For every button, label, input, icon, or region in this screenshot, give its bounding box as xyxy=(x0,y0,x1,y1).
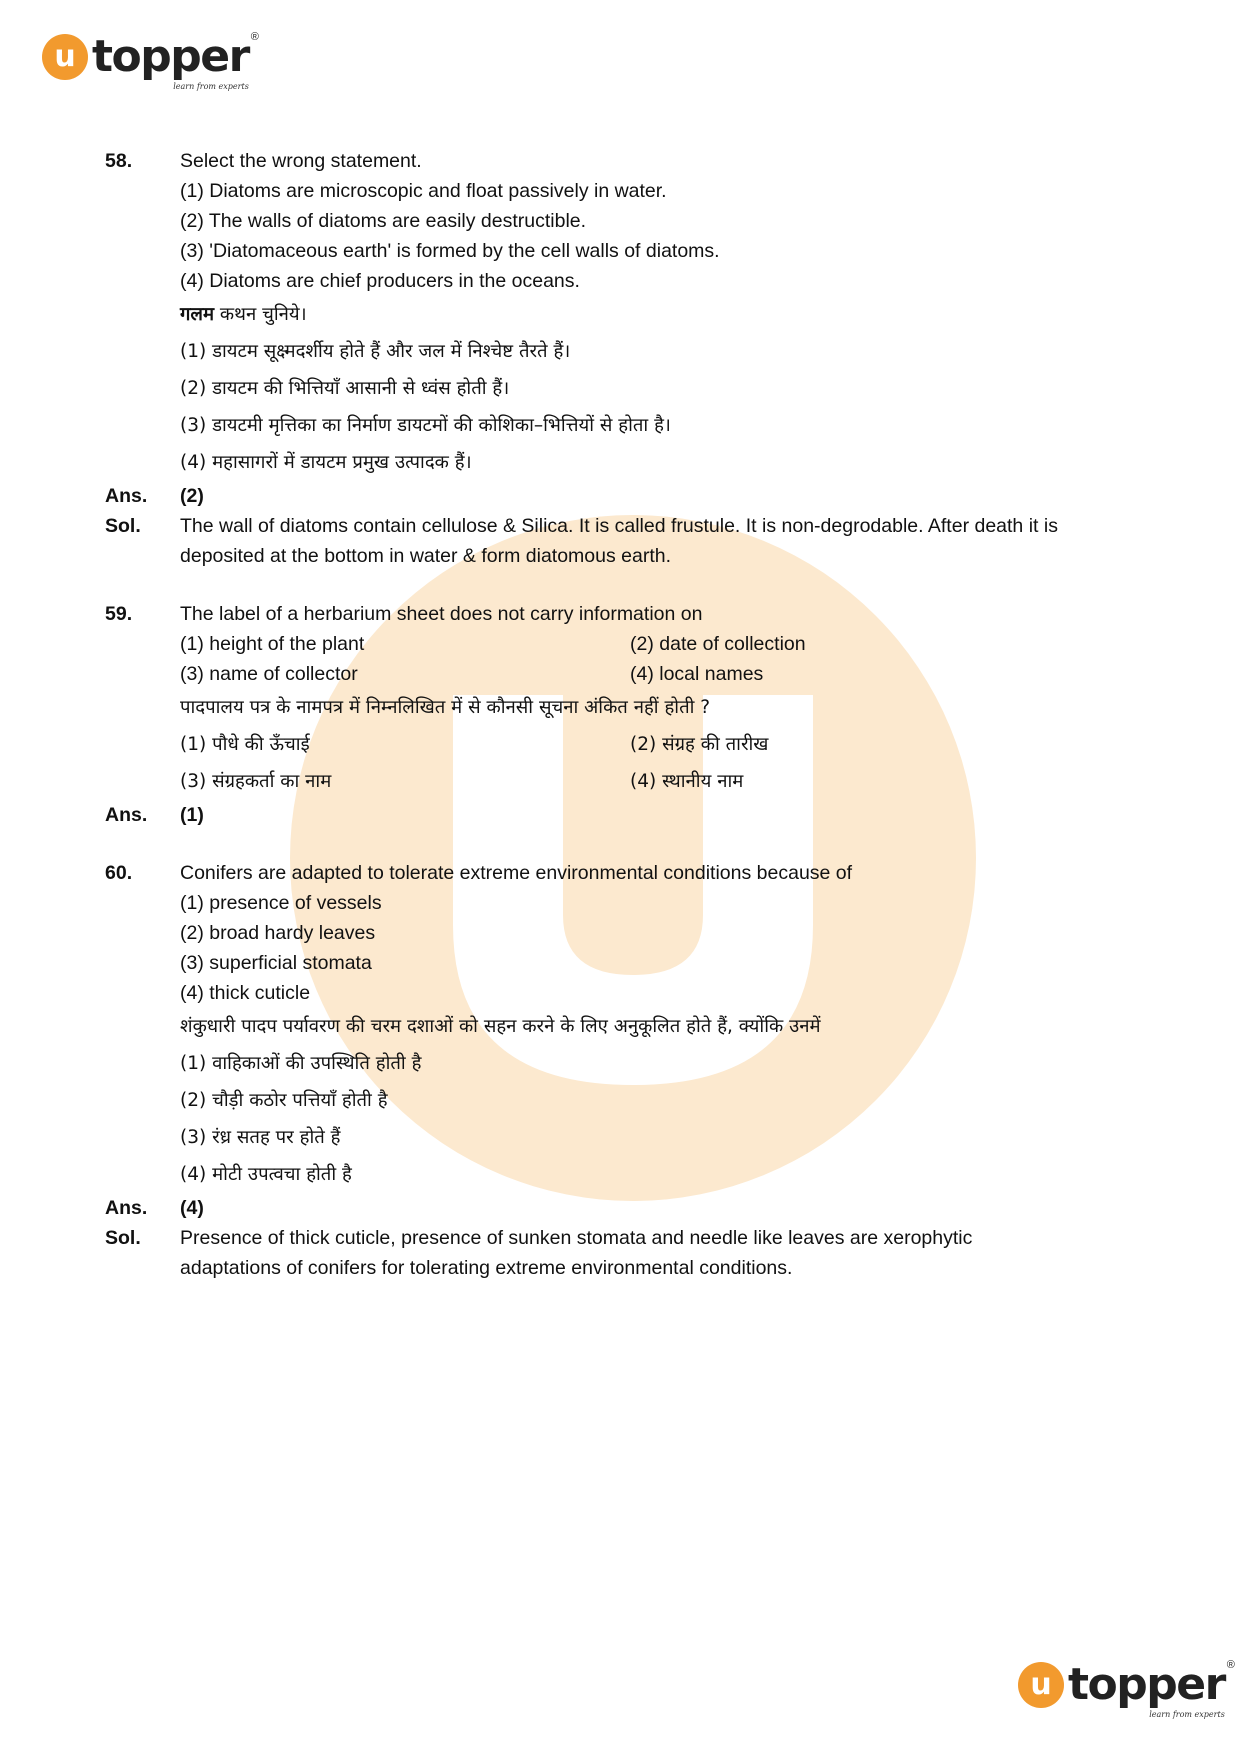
answer-label: Ans. xyxy=(105,485,148,507)
brand-tagline: learn from experts xyxy=(1149,1710,1225,1719)
question-number: 59. xyxy=(105,603,133,625)
option: (4) thick cuticle xyxy=(180,982,311,1004)
question-number: 60. xyxy=(105,862,133,884)
option: (1) Diatoms are microscopic and float passively in water. xyxy=(180,180,667,202)
answer-value: (1) xyxy=(180,804,204,826)
answer-value: (4) xyxy=(180,1197,204,1219)
u-logo-icon: u xyxy=(42,34,88,80)
brand-tagline: learn from experts xyxy=(173,82,249,91)
brand-name: topper xyxy=(1068,1659,1225,1710)
solution-line: The wall of diatoms contain cellulose & Silica. It is called frustule. It is non-degrodable. After death it is xyxy=(180,515,1058,537)
option: (2) date of collection xyxy=(630,633,806,655)
option: (3) superficial stomata xyxy=(180,952,372,974)
option-hindi: (4) स्थानीय नाम xyxy=(630,771,744,792)
answer-label: Ans. xyxy=(105,804,148,826)
u-logo-icon: u xyxy=(1018,1662,1064,1708)
question-59 xyxy=(0,599,1240,830)
question-hindi-rest: कथन चुनिये। xyxy=(214,304,307,325)
brand-logo-bottom xyxy=(1018,1659,1235,1719)
option: (3) 'Diatomaceous earth' is formed by the cell walls of diatoms. xyxy=(180,240,720,262)
option: (4) local names xyxy=(630,663,764,685)
question-hindi-bold: गलम xyxy=(180,304,215,325)
option-hindi: (3) डायटमी मृत्तिका का निर्माण डायटमों की कोशिका–भित्तियों से होता है। xyxy=(180,415,671,436)
option-hindi: (3) संग्रहकर्ता का नाम xyxy=(180,771,332,792)
option-hindi: (2) चौड़ी कठोर पत्तियाँ होती है xyxy=(180,1090,388,1111)
option-hindi: (3) रंध्र सतह पर होते हैं xyxy=(180,1127,341,1148)
solution-line: adaptations of conifers for tolerating extreme environmental conditions. xyxy=(180,1257,793,1279)
question-number: 58. xyxy=(105,150,133,172)
option: (2) The walls of diatoms are easily destructible. xyxy=(180,210,587,232)
brand-name: topper xyxy=(92,31,249,82)
question-58 xyxy=(0,146,1240,571)
option: (1) presence of vessels xyxy=(180,892,382,914)
question-60 xyxy=(0,858,1240,1283)
solution-line: deposited at the bottom in water & form diatomous earth. xyxy=(180,545,672,567)
question-content xyxy=(0,146,1240,1283)
answer-label: Ans. xyxy=(105,1197,148,1219)
registered-mark: ® xyxy=(1226,1659,1235,1671)
option-hindi: (4) महासागरों में डायटम प्रमुख उत्पादक हैं। xyxy=(180,452,472,473)
option: (4) Diatoms are chief producers in the oceans. xyxy=(180,270,580,292)
answer-value: (2) xyxy=(180,485,204,507)
question-text: Select the wrong statement. xyxy=(180,150,422,172)
question-text-hindi: शंकुधारी पादप पर्यावरण की चरम दशाओं को सहन करने के लिए अनुकूलित होते हैं, क्योंकि उनमें xyxy=(180,1016,821,1037)
registered-mark: ® xyxy=(250,31,259,43)
solution-line: Presence of thick cuticle, presence of sunken stomata and needle like leaves are xerophytic xyxy=(180,1227,973,1249)
question-text-hindi: पादपालय पत्र के नामपत्र में निम्नलिखित में से कौनसी सूचना अंकित नहीं होती ? xyxy=(180,697,711,718)
question-text: The label of a herbarium sheet does not carry information on xyxy=(180,603,703,625)
question-text-hindi xyxy=(180,296,307,333)
question-text: Conifers are adapted to tolerate extreme environmental conditions because of xyxy=(180,862,853,884)
option: (3) name of collector xyxy=(180,663,358,685)
option-hindi: (1) वाहिकाओं की उपस्थिति होती है xyxy=(180,1053,422,1074)
option-hindi: (2) डायटम की भित्तियाँ आसानी से ध्वंस होती हैं। xyxy=(180,378,510,399)
option-hindi: (4) मोटी उपत्वचा होती है xyxy=(180,1164,352,1185)
solution-label: Sol. xyxy=(105,1227,141,1249)
option: (2) broad hardy leaves xyxy=(180,922,376,944)
option-hindi: (1) डायटम सूक्ष्मदर्शीय होते हैं और जल में निश्चेष्ट तैरते हैं। xyxy=(180,341,571,362)
option-hindi: (2) संग्रह की तारीख xyxy=(630,734,769,755)
option-hindi: (1) पौधे की ऊँचाई xyxy=(180,734,310,755)
solution-label: Sol. xyxy=(105,515,141,537)
brand-logo-top xyxy=(42,31,259,91)
option: (1) height of the plant xyxy=(180,633,365,655)
